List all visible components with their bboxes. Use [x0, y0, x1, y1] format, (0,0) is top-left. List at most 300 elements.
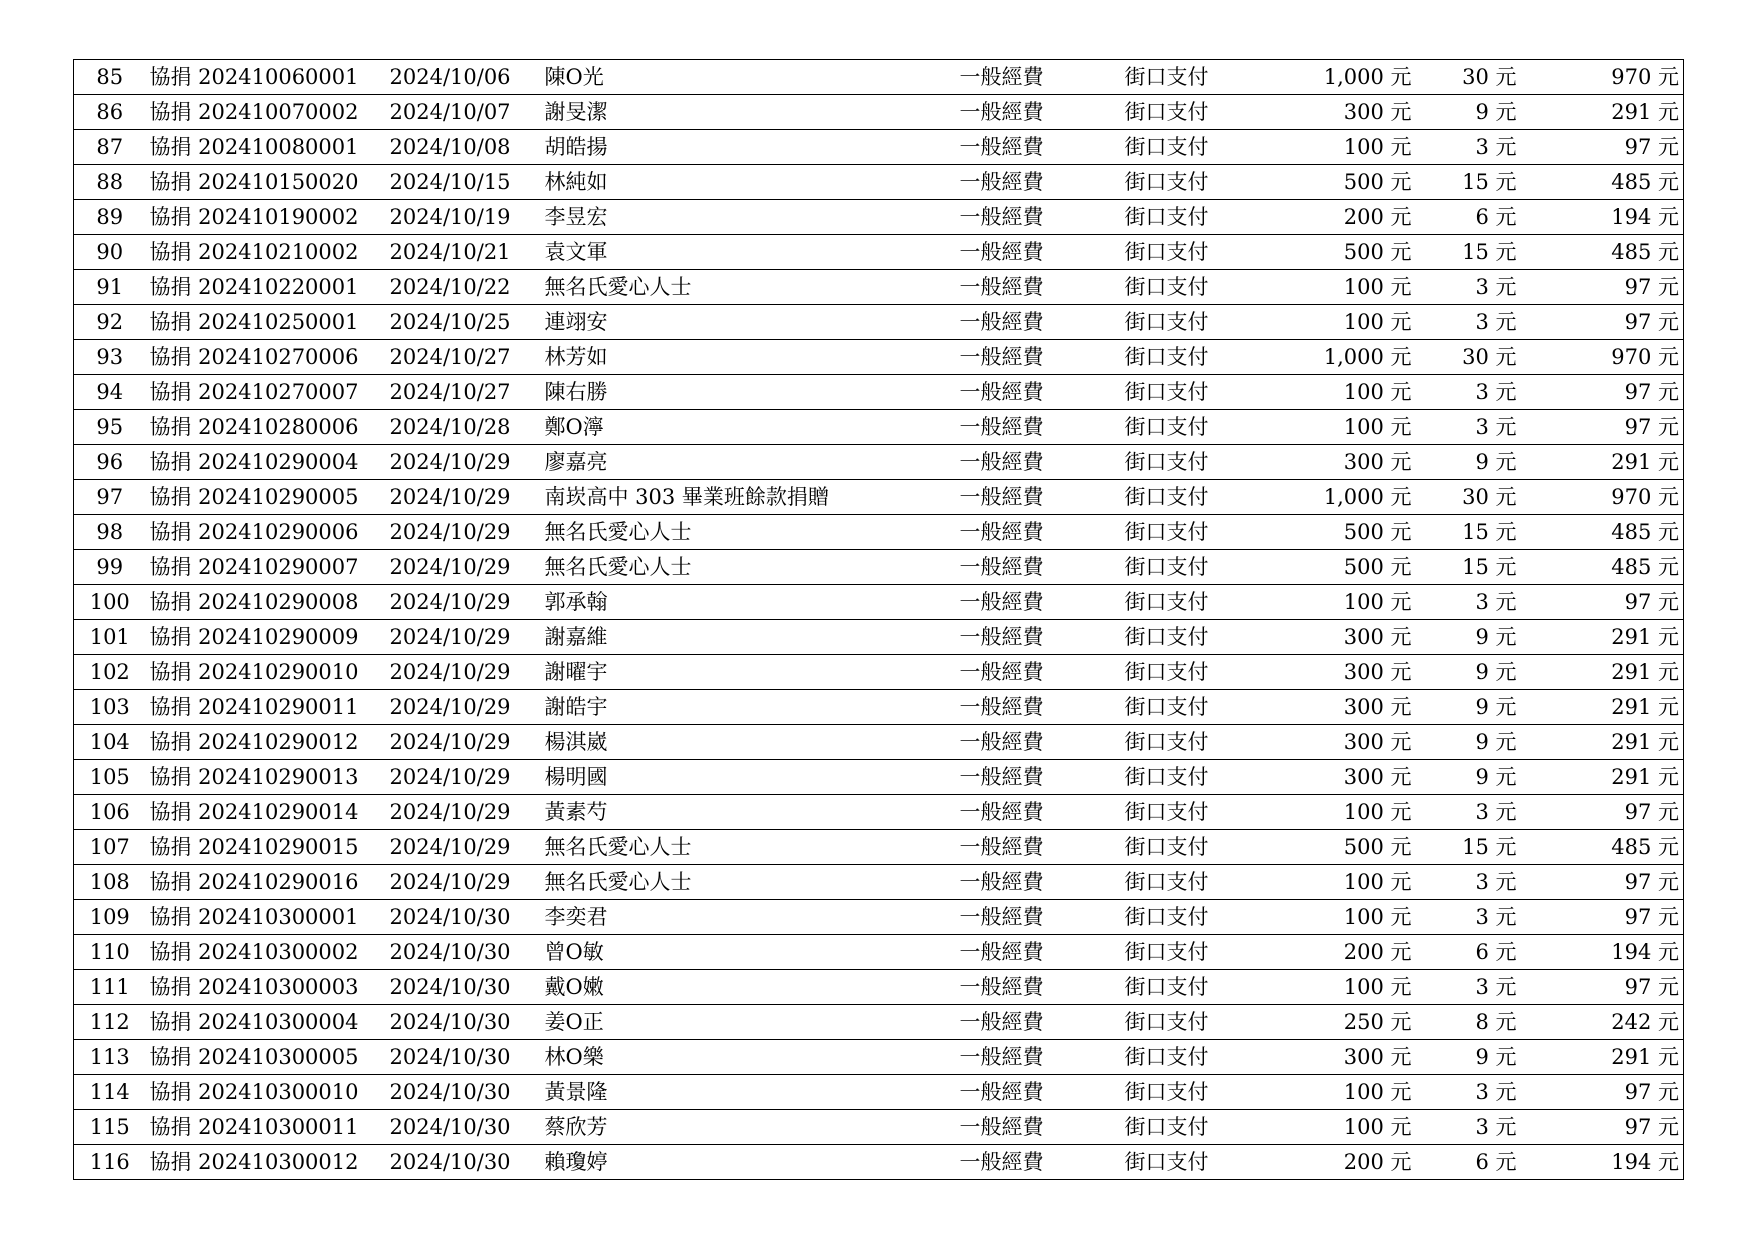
donor-name-cell: 無名氏愛心人士 [541, 830, 956, 865]
amount-cell: 300 元 [1306, 445, 1416, 480]
fee-cell: 3 元 [1416, 795, 1521, 830]
fee-cell: 15 元 [1416, 550, 1521, 585]
donor-name-cell: 林芳如 [541, 340, 956, 375]
fee-cell: 15 元 [1416, 235, 1521, 270]
row-number-cell: 85 [74, 60, 146, 95]
donor-name-cell: 戴O嫩 [541, 970, 956, 1005]
table-row [74, 970, 1684, 1005]
donor-name-cell: 楊淇崴 [541, 725, 956, 760]
payment-method-cell: 街口支付 [1121, 1040, 1306, 1075]
fee-cell: 15 元 [1416, 830, 1521, 865]
table-row [74, 795, 1684, 830]
amount-cell: 300 元 [1306, 690, 1416, 725]
row-number-cell: 110 [74, 935, 146, 970]
receipt-number-cell: 協捐 202410060001 [146, 60, 386, 95]
net-amount-cell: 97 元 [1521, 270, 1684, 305]
donor-name-cell: 廖嘉亮 [541, 445, 956, 480]
purpose-cell: 一般經費 [956, 935, 1121, 970]
net-amount-cell: 291 元 [1521, 690, 1684, 725]
receipt-number-cell: 協捐 202410290005 [146, 480, 386, 515]
receipt-number-cell: 協捐 202410280006 [146, 410, 386, 445]
row-number-cell: 94 [74, 375, 146, 410]
donation-date-cell: 2024/10/29 [386, 445, 541, 480]
donation-date-cell: 2024/10/29 [386, 830, 541, 865]
amount-cell: 500 元 [1306, 515, 1416, 550]
payment-method-cell: 街口支付 [1121, 1145, 1306, 1180]
donor-name-cell: 林O樂 [541, 1040, 956, 1075]
amount-cell: 100 元 [1306, 970, 1416, 1005]
net-amount-cell: 291 元 [1521, 655, 1684, 690]
payment-method-cell: 街口支付 [1121, 655, 1306, 690]
row-number-cell: 106 [74, 795, 146, 830]
table-row [74, 1075, 1684, 1110]
table-row [74, 830, 1684, 865]
row-number-cell: 99 [74, 550, 146, 585]
donor-name-cell: 謝皓宇 [541, 690, 956, 725]
net-amount-cell: 97 元 [1521, 865, 1684, 900]
fee-cell: 3 元 [1416, 585, 1521, 620]
payment-method-cell: 街口支付 [1121, 550, 1306, 585]
row-number-cell: 101 [74, 620, 146, 655]
table-row [74, 585, 1684, 620]
donor-name-cell: 曾O敏 [541, 935, 956, 970]
amount-cell: 500 元 [1306, 830, 1416, 865]
row-number-cell: 88 [74, 165, 146, 200]
net-amount-cell: 194 元 [1521, 935, 1684, 970]
purpose-cell: 一般經費 [956, 270, 1121, 305]
donor-name-cell: 鄭O濘 [541, 410, 956, 445]
purpose-cell: 一般經費 [956, 515, 1121, 550]
payment-method-cell: 街口支付 [1121, 165, 1306, 200]
payment-method-cell: 街口支付 [1121, 60, 1306, 95]
net-amount-cell: 485 元 [1521, 165, 1684, 200]
payment-method-cell: 街口支付 [1121, 725, 1306, 760]
receipt-number-cell: 協捐 202410290013 [146, 760, 386, 795]
fee-cell: 9 元 [1416, 1040, 1521, 1075]
receipt-number-cell: 協捐 202410290012 [146, 725, 386, 760]
donor-name-cell: 陳右勝 [541, 375, 956, 410]
fee-cell: 3 元 [1416, 410, 1521, 445]
fee-cell: 3 元 [1416, 1110, 1521, 1145]
table-row [74, 900, 1684, 935]
purpose-cell: 一般經費 [956, 130, 1121, 165]
table-row [74, 865, 1684, 900]
fee-cell: 3 元 [1416, 865, 1521, 900]
row-number-cell: 112 [74, 1005, 146, 1040]
donation-date-cell: 2024/10/25 [386, 305, 541, 340]
purpose-cell: 一般經費 [956, 830, 1121, 865]
donation-date-cell: 2024/10/29 [386, 795, 541, 830]
row-number-cell: 100 [74, 585, 146, 620]
net-amount-cell: 485 元 [1521, 235, 1684, 270]
amount-cell: 500 元 [1306, 235, 1416, 270]
fee-cell: 9 元 [1416, 690, 1521, 725]
purpose-cell: 一般經費 [956, 970, 1121, 1005]
amount-cell: 100 元 [1306, 130, 1416, 165]
donor-name-cell: 黃素芍 [541, 795, 956, 830]
donor-name-cell: 謝嘉維 [541, 620, 956, 655]
row-number-cell: 89 [74, 200, 146, 235]
payment-method-cell: 街口支付 [1121, 515, 1306, 550]
purpose-cell: 一般經費 [956, 550, 1121, 585]
donation-date-cell: 2024/10/29 [386, 690, 541, 725]
fee-cell: 9 元 [1416, 620, 1521, 655]
fee-cell: 6 元 [1416, 935, 1521, 970]
donation-date-cell: 2024/10/29 [386, 865, 541, 900]
donation-date-cell: 2024/10/28 [386, 410, 541, 445]
fee-cell: 3 元 [1416, 270, 1521, 305]
payment-method-cell: 街口支付 [1121, 130, 1306, 165]
row-number-cell: 109 [74, 900, 146, 935]
donor-name-cell: 蔡欣芳 [541, 1110, 956, 1145]
net-amount-cell: 291 元 [1521, 760, 1684, 795]
donor-name-cell: 謝曜宇 [541, 655, 956, 690]
payment-method-cell: 街口支付 [1121, 340, 1306, 375]
donation-date-cell: 2024/10/29 [386, 515, 541, 550]
amount-cell: 100 元 [1306, 375, 1416, 410]
payment-method-cell: 街口支付 [1121, 305, 1306, 340]
donation-date-cell: 2024/10/30 [386, 1005, 541, 1040]
row-number-cell: 104 [74, 725, 146, 760]
row-number-cell: 91 [74, 270, 146, 305]
amount-cell: 100 元 [1306, 1075, 1416, 1110]
donor-name-cell: 無名氏愛心人士 [541, 515, 956, 550]
donation-date-cell: 2024/10/07 [386, 95, 541, 130]
payment-method-cell: 街口支付 [1121, 795, 1306, 830]
donation-date-cell: 2024/10/08 [386, 130, 541, 165]
amount-cell: 300 元 [1306, 95, 1416, 130]
donation-date-cell: 2024/10/29 [386, 620, 541, 655]
receipt-number-cell: 協捐 202410070002 [146, 95, 386, 130]
fee-cell: 3 元 [1416, 375, 1521, 410]
table-row [74, 620, 1684, 655]
fee-cell: 8 元 [1416, 1005, 1521, 1040]
purpose-cell: 一般經費 [956, 1145, 1121, 1180]
donation-date-cell: 2024/10/21 [386, 235, 541, 270]
fee-cell: 6 元 [1416, 1145, 1521, 1180]
donation-date-cell: 2024/10/19 [386, 200, 541, 235]
donor-name-cell: 無名氏愛心人士 [541, 270, 956, 305]
row-number-cell: 92 [74, 305, 146, 340]
payment-method-cell: 街口支付 [1121, 690, 1306, 725]
donation-date-cell: 2024/10/22 [386, 270, 541, 305]
table-row [74, 340, 1684, 375]
amount-cell: 100 元 [1306, 585, 1416, 620]
donation-date-cell: 2024/10/29 [386, 480, 541, 515]
row-number-cell: 96 [74, 445, 146, 480]
table-row [74, 760, 1684, 795]
row-number-cell: 108 [74, 865, 146, 900]
donor-name-cell: 林純如 [541, 165, 956, 200]
payment-method-cell: 街口支付 [1121, 1110, 1306, 1145]
purpose-cell: 一般經費 [956, 480, 1121, 515]
purpose-cell: 一般經費 [956, 760, 1121, 795]
row-number-cell: 111 [74, 970, 146, 1005]
row-number-cell: 93 [74, 340, 146, 375]
donation-date-cell: 2024/10/30 [386, 970, 541, 1005]
payment-method-cell: 街口支付 [1121, 410, 1306, 445]
purpose-cell: 一般經費 [956, 445, 1121, 480]
net-amount-cell: 970 元 [1521, 60, 1684, 95]
amount-cell: 200 元 [1306, 935, 1416, 970]
net-amount-cell: 291 元 [1521, 725, 1684, 760]
row-number-cell: 115 [74, 1110, 146, 1145]
receipt-number-cell: 協捐 202410080001 [146, 130, 386, 165]
payment-method-cell: 街口支付 [1121, 445, 1306, 480]
fee-cell: 3 元 [1416, 305, 1521, 340]
receipt-number-cell: 協捐 202410290016 [146, 865, 386, 900]
table-row [74, 410, 1684, 445]
row-number-cell: 103 [74, 690, 146, 725]
receipt-number-cell: 協捐 202410300001 [146, 900, 386, 935]
donation-date-cell: 2024/10/29 [386, 725, 541, 760]
purpose-cell: 一般經費 [956, 1110, 1121, 1145]
net-amount-cell: 97 元 [1521, 130, 1684, 165]
amount-cell: 100 元 [1306, 865, 1416, 900]
fee-cell: 30 元 [1416, 480, 1521, 515]
receipt-number-cell: 協捐 202410290011 [146, 690, 386, 725]
net-amount-cell: 194 元 [1521, 1145, 1684, 1180]
amount-cell: 100 元 [1306, 900, 1416, 935]
amount-cell: 300 元 [1306, 620, 1416, 655]
net-amount-cell: 97 元 [1521, 585, 1684, 620]
fee-cell: 3 元 [1416, 1075, 1521, 1110]
table-row [74, 1005, 1684, 1040]
receipt-number-cell: 協捐 202410300012 [146, 1145, 386, 1180]
table-row [74, 130, 1684, 165]
donation-table [73, 59, 1684, 1180]
payment-method-cell: 街口支付 [1121, 900, 1306, 935]
purpose-cell: 一般經費 [956, 200, 1121, 235]
fee-cell: 30 元 [1416, 60, 1521, 95]
purpose-cell: 一般經費 [956, 410, 1121, 445]
table-row [74, 515, 1684, 550]
table-row [74, 725, 1684, 760]
purpose-cell: 一般經費 [956, 165, 1121, 200]
amount-cell: 1,000 元 [1306, 480, 1416, 515]
donation-date-cell: 2024/10/30 [386, 900, 541, 935]
row-number-cell: 107 [74, 830, 146, 865]
fee-cell: 15 元 [1416, 165, 1521, 200]
donor-name-cell: 連翊安 [541, 305, 956, 340]
donor-name-cell: 黃景隆 [541, 1075, 956, 1110]
net-amount-cell: 485 元 [1521, 830, 1684, 865]
receipt-number-cell: 協捐 202410290006 [146, 515, 386, 550]
receipt-number-cell: 協捐 202410290014 [146, 795, 386, 830]
donation-date-cell: 2024/10/29 [386, 655, 541, 690]
donation-date-cell: 2024/10/29 [386, 760, 541, 795]
receipt-number-cell: 協捐 202410290009 [146, 620, 386, 655]
net-amount-cell: 97 元 [1521, 795, 1684, 830]
row-number-cell: 114 [74, 1075, 146, 1110]
amount-cell: 250 元 [1306, 1005, 1416, 1040]
donation-date-cell: 2024/10/30 [386, 1145, 541, 1180]
payment-method-cell: 街口支付 [1121, 1005, 1306, 1040]
purpose-cell: 一般經費 [956, 865, 1121, 900]
net-amount-cell: 485 元 [1521, 515, 1684, 550]
purpose-cell: 一般經費 [956, 620, 1121, 655]
table-row [74, 375, 1684, 410]
table-row [74, 550, 1684, 585]
table-row [74, 95, 1684, 130]
amount-cell: 300 元 [1306, 1040, 1416, 1075]
donor-name-cell: 南崁高中 303 畢業班餘款捐贈 [541, 480, 956, 515]
fee-cell: 3 元 [1416, 130, 1521, 165]
payment-method-cell: 街口支付 [1121, 200, 1306, 235]
donor-name-cell: 楊明國 [541, 760, 956, 795]
amount-cell: 500 元 [1306, 165, 1416, 200]
purpose-cell: 一般經費 [956, 795, 1121, 830]
amount-cell: 300 元 [1306, 655, 1416, 690]
net-amount-cell: 97 元 [1521, 1075, 1684, 1110]
receipt-number-cell: 協捐 202410300003 [146, 970, 386, 1005]
payment-method-cell: 街口支付 [1121, 270, 1306, 305]
donation-date-cell: 2024/10/29 [386, 550, 541, 585]
net-amount-cell: 291 元 [1521, 1040, 1684, 1075]
purpose-cell: 一般經費 [956, 1075, 1121, 1110]
payment-method-cell: 街口支付 [1121, 95, 1306, 130]
donor-name-cell: 李昱宏 [541, 200, 956, 235]
receipt-number-cell: 協捐 202410300011 [146, 1110, 386, 1145]
donation-table-body [74, 60, 1684, 1180]
donor-name-cell: 胡皓揚 [541, 130, 956, 165]
table-row [74, 1110, 1684, 1145]
payment-method-cell: 街口支付 [1121, 620, 1306, 655]
donor-name-cell: 李奕君 [541, 900, 956, 935]
receipt-number-cell: 協捐 202410270007 [146, 375, 386, 410]
donation-date-cell: 2024/10/30 [386, 1040, 541, 1075]
net-amount-cell: 97 元 [1521, 970, 1684, 1005]
payment-method-cell: 街口支付 [1121, 375, 1306, 410]
receipt-number-cell: 協捐 202410220001 [146, 270, 386, 305]
table-row [74, 655, 1684, 690]
payment-method-cell: 街口支付 [1121, 585, 1306, 620]
fee-cell: 9 元 [1416, 725, 1521, 760]
amount-cell: 300 元 [1306, 725, 1416, 760]
table-row [74, 480, 1684, 515]
receipt-number-cell: 協捐 202410300010 [146, 1075, 386, 1110]
fee-cell: 9 元 [1416, 655, 1521, 690]
amount-cell: 200 元 [1306, 200, 1416, 235]
donation-date-cell: 2024/10/27 [386, 340, 541, 375]
fee-cell: 9 元 [1416, 95, 1521, 130]
purpose-cell: 一般經費 [956, 900, 1121, 935]
net-amount-cell: 970 元 [1521, 480, 1684, 515]
table-row [74, 935, 1684, 970]
amount-cell: 100 元 [1306, 1110, 1416, 1145]
receipt-number-cell: 協捐 202410300002 [146, 935, 386, 970]
purpose-cell: 一般經費 [956, 690, 1121, 725]
table-row [74, 60, 1684, 95]
donor-name-cell: 袁文軍 [541, 235, 956, 270]
purpose-cell: 一般經費 [956, 95, 1121, 130]
net-amount-cell: 485 元 [1521, 550, 1684, 585]
fee-cell: 6 元 [1416, 200, 1521, 235]
donor-name-cell: 郭承翰 [541, 585, 956, 620]
payment-method-cell: 街口支付 [1121, 970, 1306, 1005]
row-number-cell: 90 [74, 235, 146, 270]
net-amount-cell: 291 元 [1521, 445, 1684, 480]
purpose-cell: 一般經費 [956, 340, 1121, 375]
donation-date-cell: 2024/10/27 [386, 375, 541, 410]
receipt-number-cell: 協捐 202410190002 [146, 200, 386, 235]
amount-cell: 300 元 [1306, 760, 1416, 795]
net-amount-cell: 291 元 [1521, 95, 1684, 130]
donor-name-cell: 姜O正 [541, 1005, 956, 1040]
table-row [74, 445, 1684, 480]
purpose-cell: 一般經費 [956, 60, 1121, 95]
row-number-cell: 113 [74, 1040, 146, 1075]
net-amount-cell: 97 元 [1521, 1110, 1684, 1145]
payment-method-cell: 街口支付 [1121, 935, 1306, 970]
purpose-cell: 一般經費 [956, 1040, 1121, 1075]
amount-cell: 100 元 [1306, 795, 1416, 830]
fee-cell: 3 元 [1416, 970, 1521, 1005]
purpose-cell: 一般經費 [956, 725, 1121, 760]
receipt-number-cell: 協捐 202410150020 [146, 165, 386, 200]
amount-cell: 1,000 元 [1306, 340, 1416, 375]
fee-cell: 3 元 [1416, 900, 1521, 935]
row-number-cell: 98 [74, 515, 146, 550]
receipt-number-cell: 協捐 202410290010 [146, 655, 386, 690]
receipt-number-cell: 協捐 202410290015 [146, 830, 386, 865]
receipt-number-cell: 協捐 202410290004 [146, 445, 386, 480]
fee-cell: 15 元 [1416, 515, 1521, 550]
payment-method-cell: 街口支付 [1121, 235, 1306, 270]
amount-cell: 100 元 [1306, 270, 1416, 305]
fee-cell: 30 元 [1416, 340, 1521, 375]
payment-method-cell: 街口支付 [1121, 1075, 1306, 1110]
donation-date-cell: 2024/10/30 [386, 935, 541, 970]
net-amount-cell: 97 元 [1521, 305, 1684, 340]
purpose-cell: 一般經費 [956, 305, 1121, 340]
donor-name-cell: 陳O光 [541, 60, 956, 95]
purpose-cell: 一般經費 [956, 375, 1121, 410]
receipt-number-cell: 協捐 202410290008 [146, 585, 386, 620]
purpose-cell: 一般經費 [956, 655, 1121, 690]
receipt-number-cell: 協捐 202410250001 [146, 305, 386, 340]
table-row [74, 1145, 1684, 1180]
purpose-cell: 一般經費 [956, 585, 1121, 620]
net-amount-cell: 97 元 [1521, 410, 1684, 445]
purpose-cell: 一般經費 [956, 1005, 1121, 1040]
net-amount-cell: 97 元 [1521, 900, 1684, 935]
net-amount-cell: 242 元 [1521, 1005, 1684, 1040]
row-number-cell: 102 [74, 655, 146, 690]
receipt-number-cell: 協捐 202410290007 [146, 550, 386, 585]
fee-cell: 9 元 [1416, 760, 1521, 795]
payment-method-cell: 街口支付 [1121, 760, 1306, 795]
net-amount-cell: 291 元 [1521, 620, 1684, 655]
fee-cell: 9 元 [1416, 445, 1521, 480]
donor-name-cell: 賴瓊婷 [541, 1145, 956, 1180]
receipt-number-cell: 協捐 202410300005 [146, 1040, 386, 1075]
donation-date-cell: 2024/10/30 [386, 1110, 541, 1145]
amount-cell: 500 元 [1306, 550, 1416, 585]
table-row [74, 200, 1684, 235]
table-row [74, 690, 1684, 725]
donor-name-cell: 謝旻潔 [541, 95, 956, 130]
row-number-cell: 97 [74, 480, 146, 515]
receipt-number-cell: 協捐 202410210002 [146, 235, 386, 270]
payment-method-cell: 街口支付 [1121, 480, 1306, 515]
donation-date-cell: 2024/10/30 [386, 1075, 541, 1110]
amount-cell: 200 元 [1306, 1145, 1416, 1180]
row-number-cell: 87 [74, 130, 146, 165]
donation-date-cell: 2024/10/29 [386, 585, 541, 620]
table-row [74, 165, 1684, 200]
row-number-cell: 86 [74, 95, 146, 130]
